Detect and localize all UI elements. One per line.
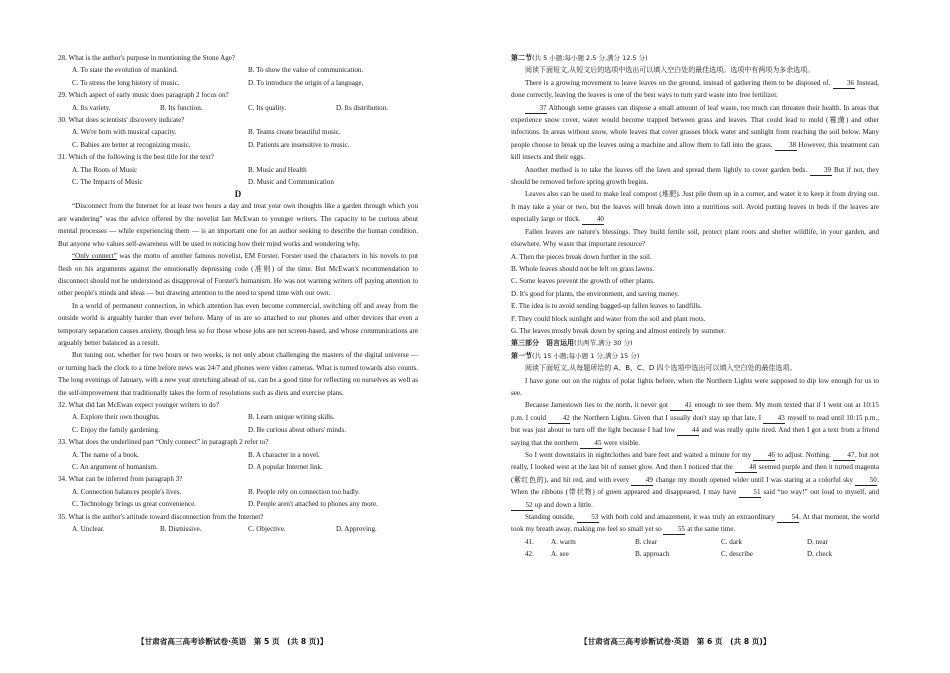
question-41-options (525, 536, 879, 548)
option: D. Be curious about others' minds. (248, 425, 347, 434)
option: D. near (807, 537, 828, 546)
section-rule: (共两节,满分 30 分) (574, 339, 633, 348)
question-33-stem: 33. What does the underlined part “Only connect” in paragraph 2 refer to? (58, 438, 269, 447)
option: C. Its quality. (248, 103, 287, 112)
paragraph-text: However, this treatment can kill insects and their eggs. (511, 140, 879, 162)
choice-option: G. The leaves mostly break down by spring and almost entirely by summer. (511, 326, 726, 335)
page-footer: 【甘肃省高三高考诊断试卷·英语 第 6 页 (共 8 页)】 (580, 637, 771, 646)
option: A. see (551, 550, 569, 559)
paragraph-text: , but not really, I looked west at the last bit of sunset glow. And then I noticed that the (511, 451, 880, 472)
blank-37[interactable]: 37 (525, 103, 547, 114)
passage-paragraph-4 (511, 188, 879, 225)
paragraph-text: said “no way!” out loud to myself, and (760, 488, 880, 497)
blank-42[interactable]: 42 (548, 413, 570, 424)
paragraph-text: Another method is to take the leaves off the lawn and spread them lightly to cover garden beds. (525, 165, 810, 174)
blank-50[interactable]: 50 (855, 475, 877, 486)
blank-38[interactable]: 38 (775, 140, 797, 151)
option: B. To show the value of communication. (248, 66, 364, 75)
paragraph-text: at the same time. (685, 525, 736, 534)
blank-39[interactable]: 39 (810, 165, 832, 176)
paragraph-text: with both cold and amazement, it was truly an extraordinary (598, 513, 778, 522)
paragraph-text: enough to see them. My mom texted that if I went out at 10:15 p.m. I could (511, 401, 879, 422)
paragraph-text: seemed purple and then it turned magenta (紫红色的), and hit red, and with every (511, 463, 880, 484)
option: B. Its function. (160, 103, 203, 112)
paragraph-text: Because Jamestown lies to the north, it never got (525, 401, 671, 410)
option: C. Enjoy the family gardening. (72, 425, 160, 434)
passage-paragraph-1 (511, 77, 879, 102)
blank-52[interactable]: 52 (511, 500, 533, 511)
option: A. We're born with musical capacity. (72, 128, 177, 137)
paragraph-text: the Northern Lights. Given that I usually don't stay up that late, I (570, 413, 764, 422)
option: B. A character in a novel. (248, 450, 320, 459)
option: D. Approving. (336, 525, 377, 534)
option: A. Explore their own thoughts. (72, 413, 160, 422)
blank-54[interactable]: 54 (777, 512, 799, 523)
section-title: 第一节 (511, 351, 532, 360)
option: B. Learn unique writing skills. (248, 413, 335, 422)
paragraph-text: were visible. (601, 438, 640, 447)
passage-paragraph-5: Fallen leaves are nature's blessings. They build fertile soil, protect plant roots and shelter wildlife, in your garden, and elsewhere. Why waste that important resource? (511, 227, 879, 249)
part-3-heading (511, 337, 879, 349)
option: D. A popular Internet link. (248, 463, 323, 471)
option: B. Teams create beautiful music. (248, 128, 341, 137)
option: C. describe (721, 550, 753, 559)
blank-40[interactable]: 40 (582, 214, 604, 225)
section-2-instructions: 阅读下面短文,从短文后的选项中选出可以填入空白处的最佳选项。选项中有两项为多余选项。 (525, 66, 815, 75)
question-33-options (58, 449, 418, 474)
cloze-paragraph-2 (511, 399, 879, 449)
question-42-options (525, 548, 879, 560)
cloze-paragraph-1: I have gone out on the nights of polar lights before, when the Northern Lights were supposed to dip low enough for us to see. (511, 376, 879, 397)
paragraph-text: Instead, done correctly, leaving the leaves is one of the best ways to turn yard waste into free fertilizer. (511, 78, 879, 100)
blank-53[interactable]: 53 (577, 512, 599, 523)
page-footer: 【甘肃省高三高考诊断试卷·英语 第 5 页 (共 8 页)】 (137, 637, 328, 646)
option: B. clear (635, 537, 658, 546)
section-d-heading: D (234, 189, 242, 200)
blank-36[interactable]: 36 (833, 78, 855, 89)
option: A. To state the evolution of mankind. (72, 66, 178, 75)
paragraph-text: was the motto of another famous novelist, EM Forster. Forster used the characters in his novels to put flesh on his arguments against the emotionally depressing code (准则) of the time. But McEwan's recommendation to disconnect should not be understood as disapproval of Forster's humanism. He was not warning writers off paying attention to other people's minds and ideas — but drawing attention to the need to spend time with our own. (58, 252, 418, 298)
paragraph-text: up and down a little. (533, 500, 593, 509)
option: C. Technology brings us great convenience. (72, 500, 197, 509)
right-page (475, 0, 950, 673)
option: C. An argument of humanism. (72, 463, 158, 471)
paragraph-text: change my mouth opened wider until I was staring at a colorful sky (653, 475, 856, 484)
option: C. Objective. (248, 525, 286, 534)
paragraph-text: Although some grasses can dispose a small amount of leaf waste, too much can threaten their health. In areas that experience snow cover, water would become trapped between grass and leaves. That could lead to mold (霉菌) and other infections. In areas without snow, whole leaves that cover grasses block water and sunlight from reaching the soil below. Many people choose to break up the leaves using a machine and allow them to fall into the grass. (511, 103, 879, 149)
question-35-options (58, 523, 418, 535)
question-number: 41. (525, 537, 534, 546)
option: B. Dismissive. (160, 525, 202, 534)
option: D. To introduce the origin of a language. (248, 78, 364, 87)
question-35-stem: 35. What is the author's attitude toward disconnection from the Internet? (58, 512, 264, 521)
question-30-stem: 30. What does scientists' discovery indicate? (58, 116, 185, 125)
option: A. Its variety. (72, 103, 111, 112)
paragraph-text: There is a growing movement to leave leaves on the ground, instead of gathering them to be disposed of. (525, 78, 833, 87)
question-31-options (58, 164, 418, 189)
blank-47[interactable]: 47 (833, 450, 855, 461)
option: B. approach (635, 550, 670, 559)
choice-option: A. Then the pieces break down further in the soil. (511, 252, 652, 261)
option: D. Patients are insensitive to music. (248, 140, 350, 149)
paragraph-text: myself to read until 10:15 p.m., but was just about to turn off the light because I had low (511, 413, 879, 435)
option: A. Unclear. (72, 525, 105, 534)
paragraph-text: . When the ribbons (带状物) of green appeared and disappeared, I may have (511, 475, 879, 497)
option: D. People aren't attached to phones any more. (248, 500, 378, 509)
paragraph-text: Standing outside, (525, 513, 577, 522)
option: A. warm (551, 537, 576, 546)
section-rule: (共 5 小题;每小题 2.5 分,满分 12.5 分) (532, 54, 648, 62)
option: D. check (807, 550, 833, 559)
option: D. Its distribution. (336, 103, 389, 112)
choice-option: C. Some leaves prevent the growth of other plants. (511, 277, 655, 286)
passage-d-paragraph-2 (58, 250, 418, 300)
section-1-heading (511, 350, 879, 362)
blank-48[interactable]: 48 (735, 462, 757, 473)
option: B. Music and Health (248, 165, 307, 174)
option: C. To stress the long history of music. (72, 78, 180, 87)
choice-option: B. Whole leaves should not be left on grass lawns. (511, 264, 655, 273)
blank-43[interactable]: 43 (763, 413, 785, 424)
question-32-options (58, 411, 418, 436)
paragraph-text: to adjust. Nothing. (775, 451, 833, 459)
choice-option: D. It's good for plants, the environment, and saving money. (511, 289, 680, 298)
choice-option: E. The idea is to avoid sending bagged-up fallen leaves to landfills. (511, 302, 702, 311)
passage-d-paragraph-3: In a world of permanent connection, in which attention has even become commercial, switching off and away from the outside world is arguably harder than ever before. Many of us are so attached to our phones and other devices that even a temporary separation causes anxiety, though less so for those whose jobs are not screen-based, and whose communications are arguably better balanced as a result. (58, 301, 418, 347)
question-28-stem: 28. What is the author's purpose in mentioning the Stone Age? (58, 54, 236, 62)
option: C. dark (721, 537, 742, 546)
left-column (58, 52, 418, 535)
blank-41[interactable]: 41 (670, 400, 692, 411)
question-29-options (58, 102, 418, 114)
question-34-options (58, 486, 418, 511)
blank-45[interactable]: 45 (580, 438, 602, 449)
section-rule: (共 15 小题;每小题 1 分,满分 15 分) (532, 351, 640, 360)
question-number: 42. (525, 550, 534, 559)
paragraph-text: Leaves also can be used to make leaf compost (堆肥). Just pile them up in a corner, and water it to keep it from drying out. It may take a year or two, but the leaves will break down into a nutritious soil. Avoid putting leaves in beds if the leaves are especially large or thick. (511, 190, 879, 224)
option: A. The Roots of Music (72, 165, 138, 174)
passage-paragraph-3 (511, 164, 879, 189)
right-column (511, 52, 879, 561)
blank-46[interactable]: 46 (753, 450, 775, 461)
passage-d-paragraph-1: “Disconnect from the Internet for at least two hours a day and treat your own thoughts like a garden through which you are wandering” was the advice offered by the novelist Ian McEwan to younger writers. The capacity to be curious about mental processes — while experiencing them — is an important one for an author seeking to describe the human condition. But anyone who values self-awareness will be used to noticing how their mind works and wondering why. (58, 202, 418, 248)
passage-paragraph-2 (511, 102, 879, 164)
choice-option: F. They could block sunlight and water from the soil and plant roots. (511, 314, 706, 323)
section-title: 第三部分 语言运用 (511, 339, 574, 348)
question-34-stem: 34. What can be inferred from paragraph 3? (58, 475, 183, 484)
cloze-paragraph-3 (511, 449, 879, 511)
paragraph-text: But if not, they should be removed before spring growth begins. (511, 165, 879, 187)
question-28-options (58, 64, 418, 89)
option: A. Connection balances people's lives. (72, 487, 182, 496)
question-29-stem: 29. Which aspect of early music does paragraph 2 focus on? (58, 91, 229, 100)
passage-d-paragraph-4: But tuning out, whether for two hours or two weeks, is not only about challenging the masters of the digital universe — or turning back the clock to a time before news was 24/7 and phones were video cameras. What is turned towards also counts. The long evenings of January, with a new year stretching ahead of us, can be a good time for reflecting on ourselves as well as the self-improvement that traditionally takes the form of resolutions such as diets and exercise plans. (58, 351, 418, 397)
option: C. Babies are better at recognizing music. (72, 140, 191, 149)
option: A. The name of a book. (72, 450, 140, 459)
section-title: 第二节 (511, 54, 532, 62)
paragraph-text: and was really quite tired. And then I got a text from a friend saying that the northern (511, 426, 879, 447)
cloze-options (511, 536, 879, 561)
question-30-options (58, 126, 418, 151)
option: D. Music and Communication (248, 178, 334, 187)
choice-options-list (511, 251, 879, 338)
option: C. The Impacts of Music (72, 178, 143, 187)
section-2-heading (511, 52, 879, 64)
blank-51[interactable]: 51 (739, 487, 761, 498)
blank-55[interactable]: 55 (663, 524, 685, 535)
paragraph-text: . At that moment, the world took my breath away, making me feel so small yet so (511, 513, 880, 534)
section-1-instructions: 阅读下面短文,从每题所给的 A、B、C、D 四个选项中选出可以填入空白处的最佳选项。 (525, 364, 797, 373)
option: B. People rely on connection too badly. (248, 487, 360, 496)
cloze-paragraph-4 (511, 511, 879, 536)
underlined-phrase: “Only connect” (72, 252, 117, 261)
question-31-stem: 31. Which of the following is the best title for the text? (58, 153, 214, 162)
question-32-stem: 32. What did Ian McEwan expect younger writers to do? (58, 400, 220, 409)
blank-49[interactable]: 49 (631, 475, 653, 486)
blank-44[interactable]: 44 (677, 425, 699, 436)
paragraph-text: So I went downstairs in nightclothes and bare feet and waited a minute for my (525, 451, 754, 459)
